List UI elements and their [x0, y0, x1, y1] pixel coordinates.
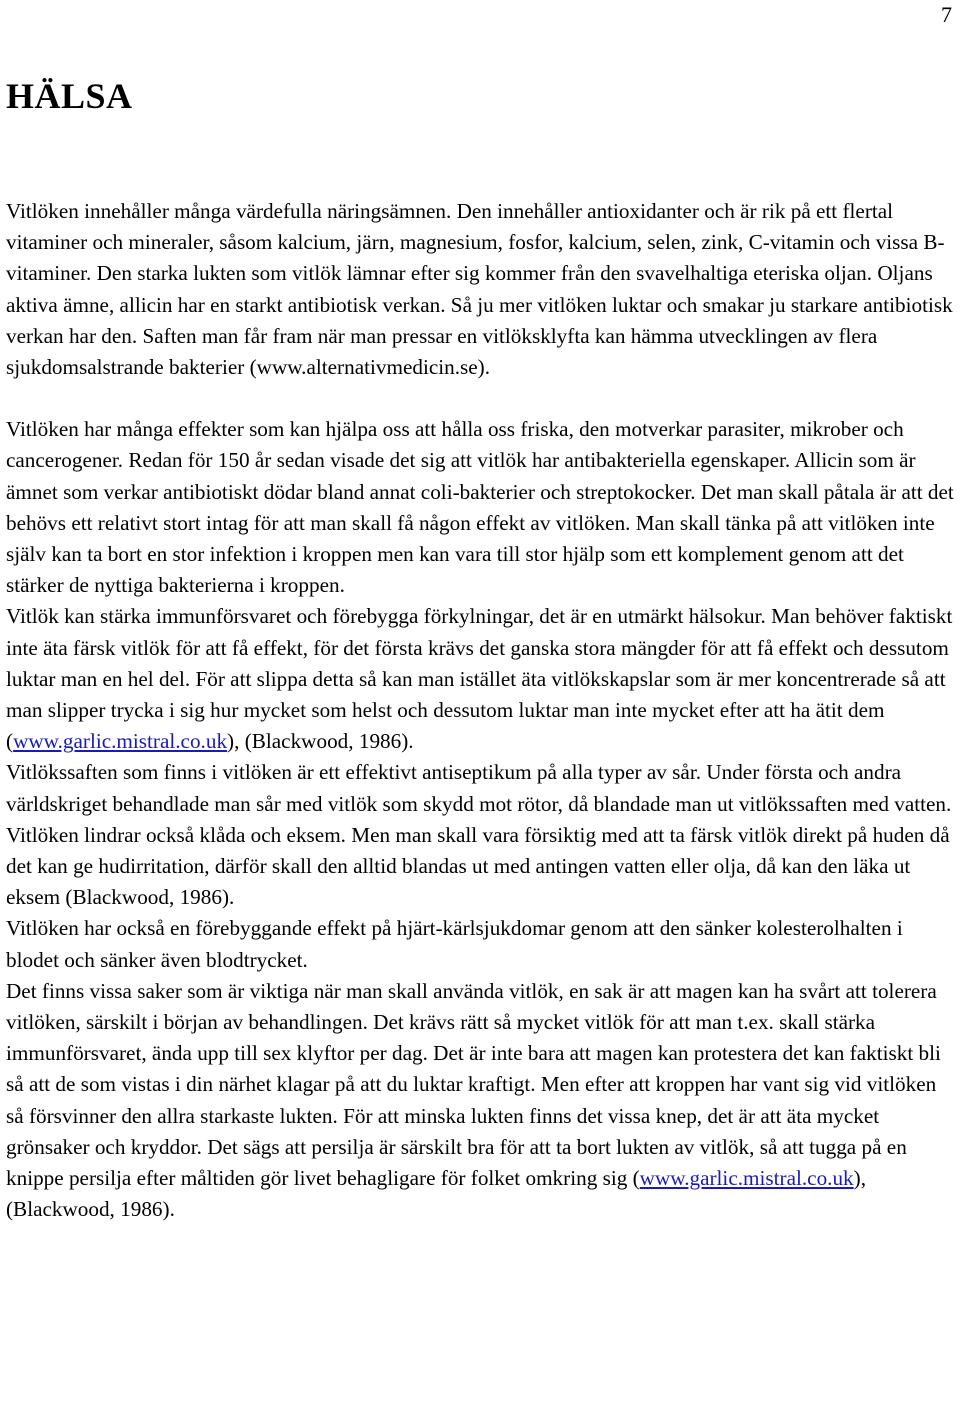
paragraph-antiseptic: Vitlökssaften som finns i vitlöken är ett effektivt antiseptikum på alla typer av sår. Under första och andra världskriget behandlade man sår med vitlök som skydd mot rötor, då blandade man ut vitlökssaften med vatten. Vitlöken lindrar också klåda och eksem. Men man skall vara försiktig med att ta färsk vitlök direkt på huden då det kan ge hudirritation, därför skall den alltid blandas ut med antingen vatten eller olja, då kan den läka ut eksem (Blackwood, 1986).	[6, 760, 952, 910]
paragraph-text-before-link: Vitlök kan stärka immunförsvaret och förebygga förkylningar, det är en utmärkt hälsokur. Man behöver faktiskt inte äta färsk vitlök för att få effekt, för det första krävs det ganska stora mängder för att få effekt och dessutom luktar man en hel del. För att slippa detta så kan man istället äta vitlökskapslar som är mer koncentrerade så att man slipper trycka i sig hur mycket som helst och dessutom luktar man inte mycket efter att ha ätit dem (	[6, 604, 953, 754]
paragraph-text-after-link: ), (Blackwood, 1986).	[6, 1166, 867, 1222]
garlic-link[interactable]: www.garlic.mistral.co.uk	[639, 1166, 854, 1191]
paragraph-text-before-link: Det finns vissa saker som är viktiga när man skall använda vitlök, en sak är att magen kan ha svårt att tolerera vitlöken, särskilt i början av behandlingen. Det krävs rätt så mycket vitlök för att man t.ex. skall stärka immunförsvaret, ända upp till sex klyftor per dag. Det är inte bara att magen kan protestera det kan faktiskt bli så att de som vistas i din närhet klagar på att du luktar kraftigt. Men efter att kroppen har vant sig vid vitlöken så försvinner den allra starkaste lukten. För att minska lukten finns det vissa knep, det är att äta mycket grönsaker och kryddor. Det sägs att persilja är särskilt bra för att ta bort lukten av vitlök, så att tugga på en knippe persilja efter måltiden gör livet behagligare för folket omkring sig (	[6, 978, 941, 1191]
paragraph-health-effects: Vitlöken har många effekter som kan hjälpa oss att hålla oss friska, den motverkar parasiter, mikrober och cancerogener. Redan för 150 år sedan visade det sig att vitlök har antibakteriella egenskaper. Allicin som är ämnet som verkar antibiotiskt dödar bland annat coli-bakterier och streptokocker. Det man skall påtala är att det behövs ett relativt stort intag för att man skall få någon effekt av vitlöken. Man skall tänka på att vitlöken inte själv kan ta bort en stor infektion i kroppen men kan vara till stor hjälp som ett komplement genom att det stärker de nyttiga bakterierna i kroppen.	[6, 417, 954, 598]
page-heading: HÄLSA	[6, 76, 133, 116]
garlic-link[interactable]: www.garlic.mistral.co.uk	[13, 729, 228, 754]
paragraph-nutrients: Vitlöken innehåller många värdefulla näringsämnen. Den innehåller antioxidanter och är rik på ett flertal vitaminer och mineraler, såsom kalcium, järn, magnesium, fosfor, kalcium, selen, zink, C-vitamin och vissa B-vitaminer. Den starka lukten som vitlök lämnar efter sig kommer från den svavelhaltiga eteriska oljan. Oljans aktiva ämne, allicin har en starkt antibiotisk verkan. Så ju mer vitlöken luktar och smakar ju starkare antibiotisk verkan har den. Saften man får fram när man pressar en vitlöksklyfta kan hämma utvecklingen av flera sjukdomsalstrande bakterier (www.alternativmedicin.se).	[6, 199, 953, 380]
paragraph-cardiovascular: Vitlöken har också en förebyggande effekt på hjärt-kärlsjukdomar genom att den sänker kolesterolhalten i blodet och sänker även blodtrycket.	[6, 916, 903, 972]
paragraph-text-after-link: ), (Blackwood, 1986).	[227, 729, 414, 754]
paragraph-immune-system	[6, 601, 958, 757]
paragraph-usage-tips	[6, 976, 958, 1226]
document-body	[6, 196, 958, 1226]
page-number: 7	[941, 2, 952, 27]
